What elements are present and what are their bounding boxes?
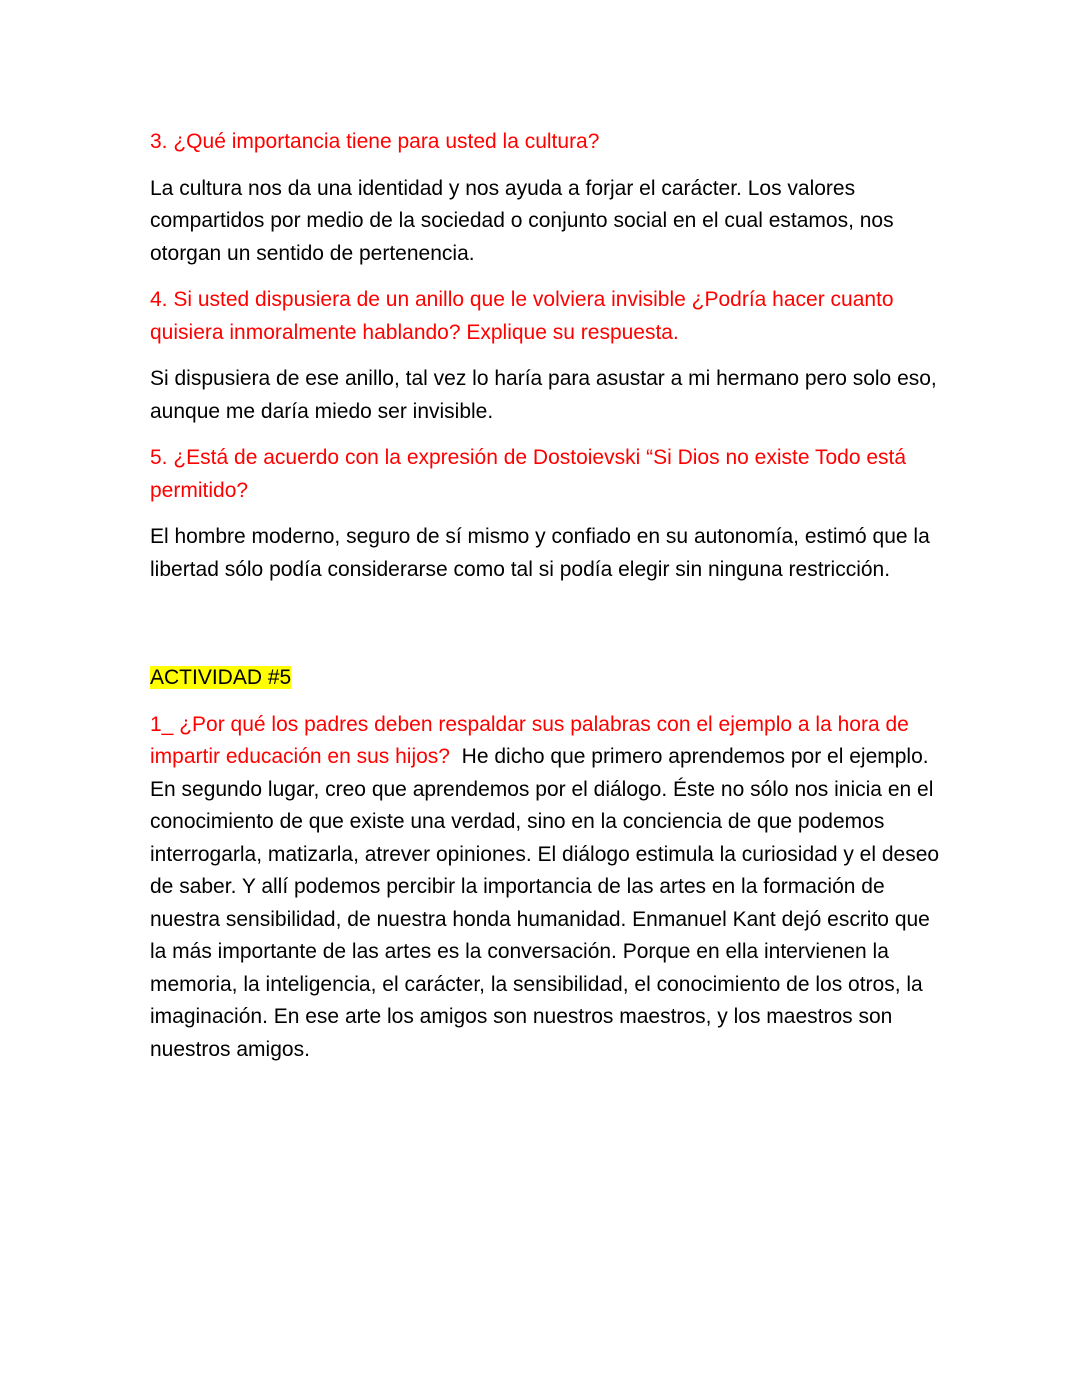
spacer — [150, 600, 940, 662]
activity-question-1: 1_ ¿Por qué los padres deben respaldar sus palabras con el ejemplo a la hora de impartir educación en sus hijos? — [150, 712, 909, 768]
answer-4: Si dispusiera de ese anillo, tal vez lo haría para asustar a mi hermano pero solo eso, aunque me daría miedo ser invisible. — [150, 367, 937, 423]
document-page — [150, 126, 940, 1080]
answer-3: La cultura nos da una identidad y nos ayuda a forjar el carácter. Los valores compartidos por medio de la sociedad o conjunto social en el cual estamos, nos otorgan un sentido de pertenencia. — [150, 176, 894, 265]
activity-heading — [150, 662, 940, 695]
question-5: 5. ¿Está de acuerdo con la expresión de Dostoievski “Si Dios no existe Todo está permitido? — [150, 446, 907, 502]
activity-answer-1: He dicho que primero aprendemos por el ejemplo. En segundo lugar, creo que aprendemos por el diálogo. Éste no sólo nos inicia en el conocimiento de que existe una verdad, sino en la conciencia de que podemos interrogarla, matizarla, atrever opiniones. El diálogo estimula la curiosidad y el deseo de saber. Y allí podemos percibir la importancia de las artes en la formación de nuestra sensibilidad, de nuestra honda humanidad. Enmanuel Kant dejó escrito que la más importante de las artes es la conversación. Porque en ella intervienen la memoria, la inteligencia, el carácter, la sensibilidad, el conocimiento de los otros, la imaginación. En ese arte los amigos son nuestros maestros, y los maestros son nuestros amigos. — [150, 745, 940, 1061]
question-3: 3. ¿Qué importancia tiene para usted la cultura? — [150, 130, 600, 153]
activity-title: ACTIVIDAD #5 — [150, 666, 292, 689]
answer-5: El hombre moderno, seguro de sí mismo y confiado en su autonomía, estimó que la libertad sólo podía considerarse como tal si podía elegir sin ninguna restricción. — [150, 525, 930, 581]
question-4: 4. Si usted dispusiera de un anillo que le volviera invisible ¿Podría hacer cuanto quisiera inmoralmente hablando? Explique su respuesta. — [150, 288, 894, 344]
activity-question-1-paragraph — [150, 709, 940, 1067]
